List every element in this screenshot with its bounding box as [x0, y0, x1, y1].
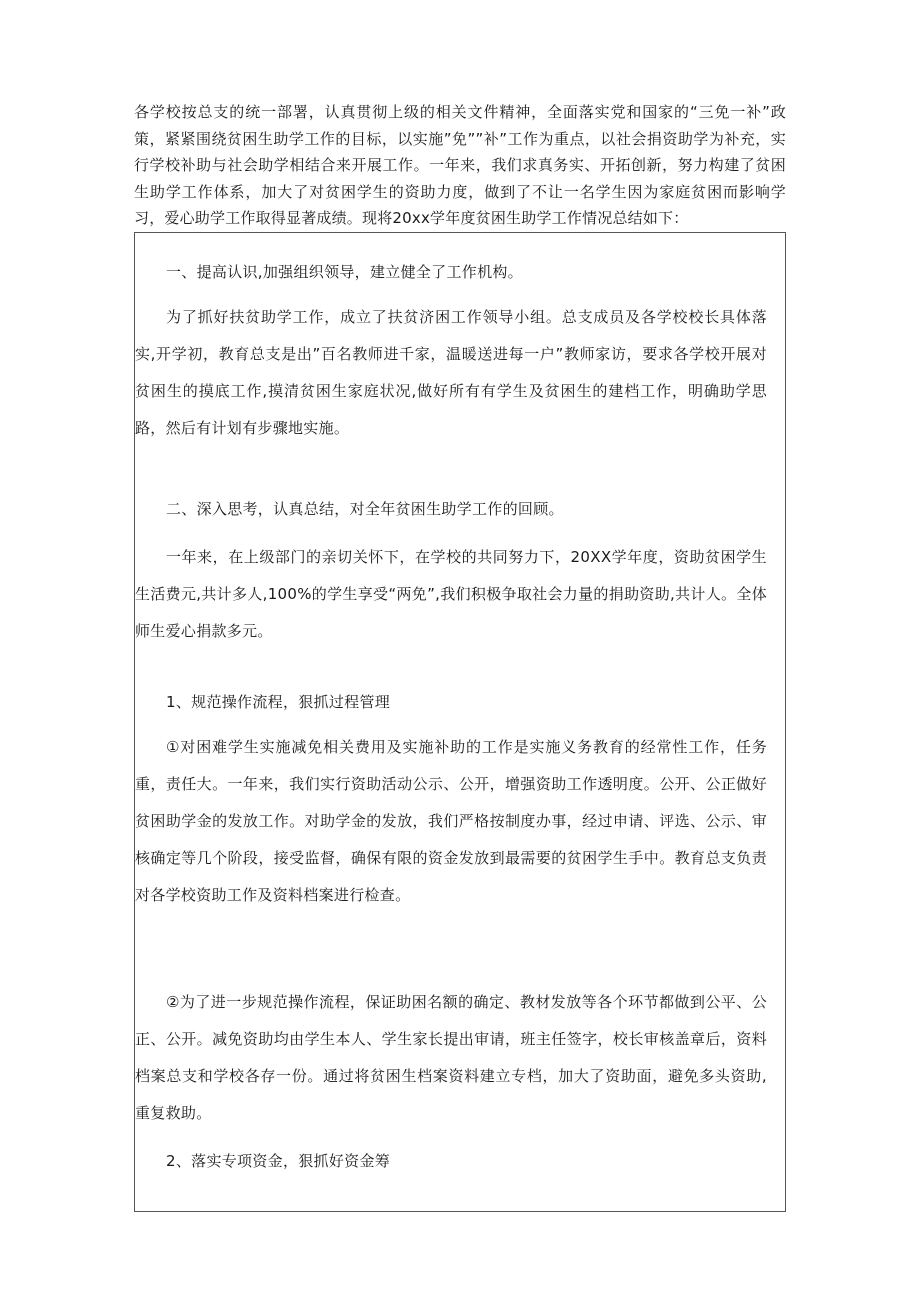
content-box — [134, 232, 786, 1212]
intro-paragraph: 各学校按总支的统一部署，认真贯彻上级的相关文件精神，全面落实党和国家的“三免一补”政策，紧紧围绕贫困生助学工作的目标，以实施”免””补”工作为重点，以社会捐资助学为补充，实行学校补助与社会助学相结合来开展工作。一年来，我们求真务实、开拓创新，努力构建了贫困生助学工作体系，加大了对贫困学生的资助力度，做到了不让一名学生因为家庭贫困而影响学习，爱心助学工作取得显著成绩。现将20xx学年度贫困生助学工作情况总结如下： — [134, 103, 786, 227]
section-heading-2: 二、深入思考，认真总结，对全年贫困生助学工作的回顾。 — [166, 500, 564, 518]
section-heading-4: 2、落实专项资金，狠抓好资金筹 — [166, 1152, 391, 1170]
section-paragraph-3: ①对困难学生实施减免相关费用及实施补助的工作是实施义务教育的经常性工作，任务重，责任大。一年来，我们实行资助活动公示、公开，增强资助工作透明度。公开、公正做好贫困助学金的发放工作。对助学金的发放，我们严格按制度办事，经过申请、评选、公示、审核确定等几个阶段，接受监督，确保有限的资金发放到最需要的贫困学生手中。教育总支负责对各学校资助工作及资料档案进行检查。 — [135, 738, 767, 904]
section-heading-3: 1、规范操作流程，狠抓过程管理 — [166, 693, 391, 711]
section-heading-1: 一、提高认识,加强组织领导，建立健全了工作机构。 — [166, 263, 523, 281]
section-paragraph-2: 一年来，在上级部门的亲切关怀下，在学校的共同努力下，20XX学年度，资助贫困学生生活费元,共计多人,100%的学生享受“两免”,我们积极争取社会力量的捐助资助,共计人。全体师生爱心捐款多元。 — [135, 548, 767, 640]
section-paragraph-4: ②为了进一步规范操作流程，保证助困名额的确定、教材发放等各个环节都做到公平、公正、公开。减免资助均由学生本人、学生家长提出审请，班主任签字，校长审核盖章后，资料档案总支和学校各存一份。通过将贫困生档案资料建立专档，加大了资助面，避免多头资助,重复救助。 — [135, 993, 767, 1122]
section-paragraph-1: 为了抓好扶贫助学工作，成立了扶贫济困工作领导小组。总支成员及各学校校长具体落实,开学初，教育总支是出”百名教师进千家，温暖送进每一户”教师家访，要求各学校开展对贫困生的摸底工作,摸清贫困生家庭状况,做好所有有学生及贫困生的建档工作，明确助学思路，然后有计划有步骤地实施。 — [135, 308, 767, 437]
